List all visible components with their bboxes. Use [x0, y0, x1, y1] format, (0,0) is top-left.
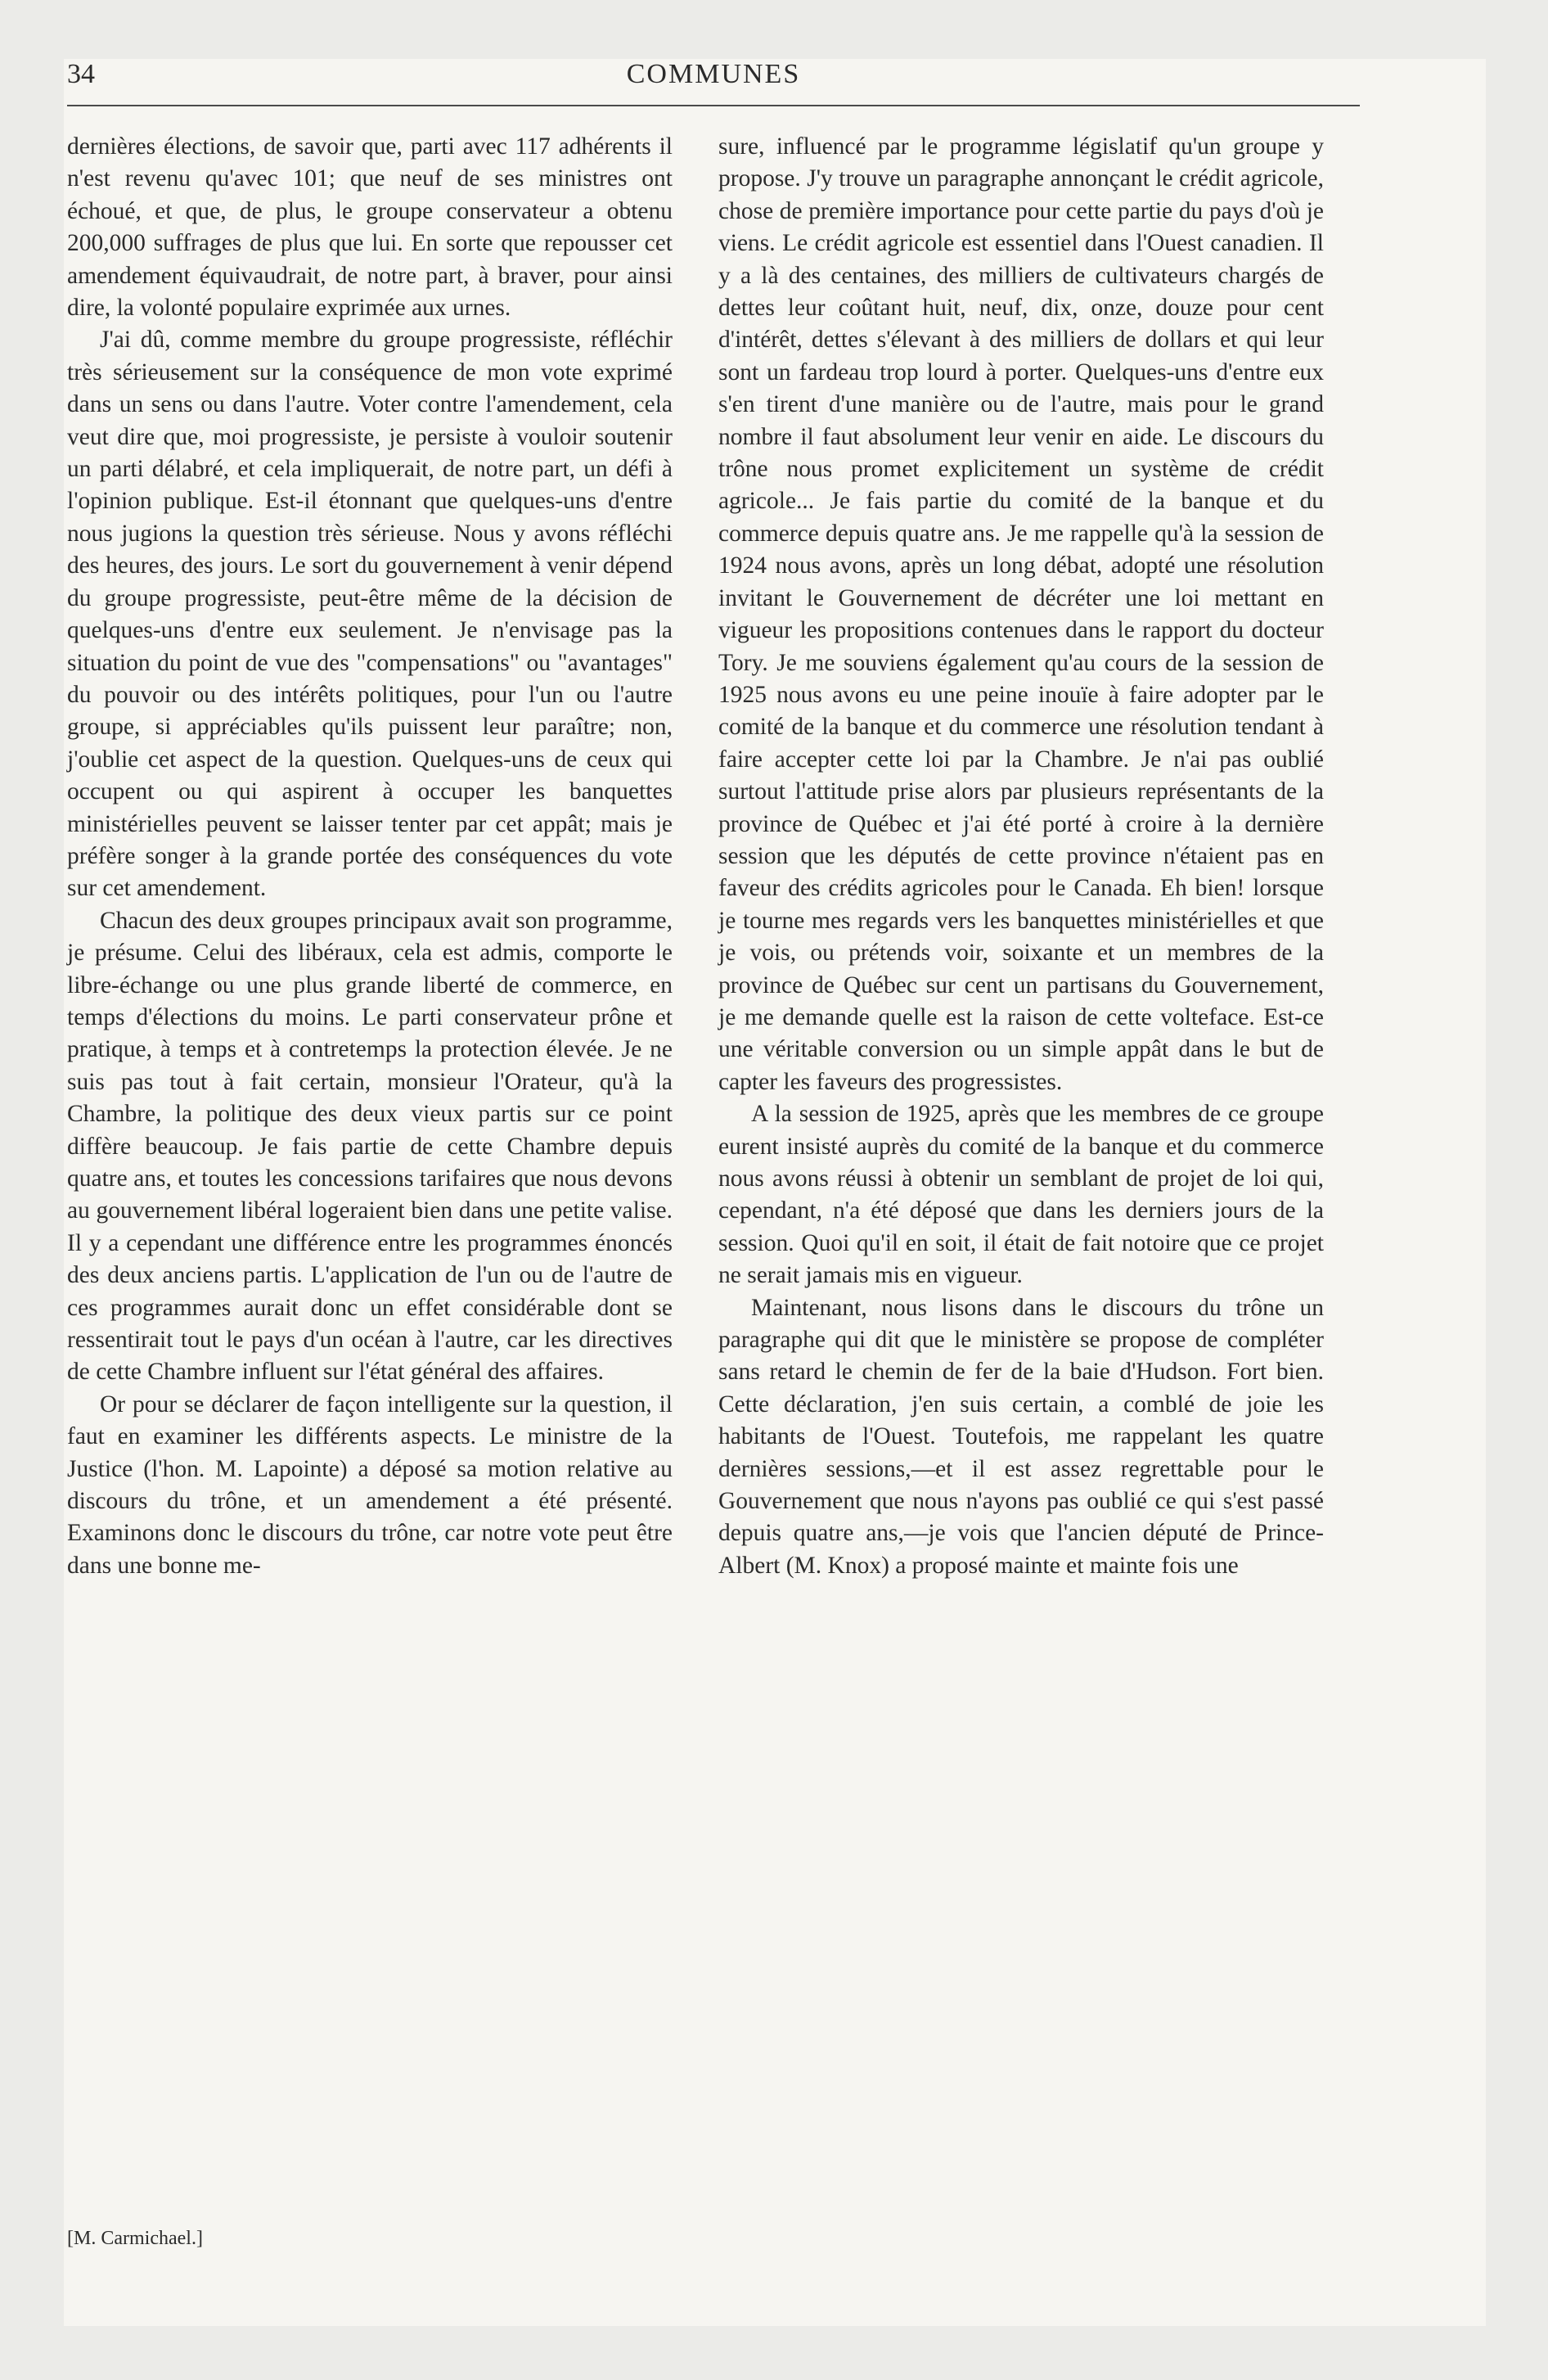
paragraph: dernières élections, de savoir que, parti avec 117 adhérents il n'est revenu qu'avec 101; que neuf de ses ministres ont échoué, et que, de plus, le groupe conservateur a obtenu 200,000 suffrages de plus que lui. En sorte que repousser cet amendement équivaudrait, de notre part, à braver, pour ainsi dire, la volonté populaire exprimée aux urnes. — [67, 133, 673, 322]
right-column — [718, 131, 1324, 1582]
page-header — [67, 59, 1360, 108]
paragraph: Or pour se déclarer de façon intelligente sur la question, il faut en examiner les différents aspects. Le ministre de la Justice (l'hon. M. Lapointe) a déposé sa motion relative au discours du trône, et un amendement a été présenté. Examinons donc le discours du trône, car notre vote peut être dans une bonne me- — [67, 1391, 673, 1579]
left-column — [67, 131, 673, 1582]
paragraph: sure, influencé par le programme législatif qu'un groupe y propose. J'y trouve un paragraphe annonçant le crédit agricole, chose de première importance pour cette partie du pays d'où je viens. Le crédit agricole est essentiel dans l'Ouest canadien. Il y a là des centaines, des milliers de cultivateurs chargés de dettes leur coûtant huit, neuf, dix, onze, douze pour cent d'intérêt, dettes s'élevant à des milliers de dollars et qui leur sont un fardeau trop lourd à porter. Quelques-uns d'entre eux s'en tirent d'une manière ou de l'autre, mais pour le grand nombre il faut absolument leur venir en aide. Le discours du trône nous promet explicitement un système de crédit agricole... Je fais partie du comité de la banque et du commerce depuis quatre ans. Je me rappelle qu'à la session de 1924 nous avons, après un long débat, adopté une résolution invitant le Gouvernement de décréter une loi mettant en vigueur les propositions contenues dans le rapport du docteur Tory. Je me souviens également qu'au cours de la session de 1925 nous avons eu une peine inouïe à faire adopter par le comité de la banque et du commerce une résolution tendant à faire accepter cette loi par la Chambre. Je n'ai pas oublié surtout l'attitude prise alors par plusieurs représentants de la province de Québec et j'ai été porté à croire à la dernière session que les députés de cette province n'étaient pas en faveur des crédits agricoles pour le Canada. Eh bien! lorsque je tourne mes regards vers les banquettes ministérielles et que je vois, ou prétends voir, soixante et un membres de la province de Québec sur cent un partisans du Gouvernement, je me demande quelle est la raison de cette volteface. Est-ce une véritable conversion ou un simple appât dans le but de capter les faveurs des progressistes. — [718, 133, 1324, 1095]
paragraph: J'ai dû, comme membre du groupe progressiste, réfléchir très sérieusement sur la conséquence de mon vote exprimé dans un sens ou dans l'autre. Voter contre l'amendement, cela veut dire que, moi progressiste, je persiste à vouloir soutenir un parti délabré, et cela impliquerait, de notre part, un défi à l'opinion publique. Est-il étonnant que quelques-uns d'entre nous jugions la question très sérieuse. Nous y avons réfléchi des heures, des jours. Le sort du gouvernement à venir dépend du groupe progressiste, peut-être même de la décision de quelques-uns d'entre eux seulement. Je n'envisage pas la situation du point de vue des "compensations" ou "avantages" du pouvoir ou des intérêts politiques, pour l'un ou l'autre groupe, si appréciables qu'ils puissent leur paraître; non, j'oublie cet aspect de la question. Quelques-uns de ceux qui occupent ou qui aspirent à occuper les banquettes ministérielles peuvent se laisser tenter par cet appât; mais je préfère songer à la grande portée des conséquences du vote sur cet amendement. — [67, 327, 673, 902]
paragraph: A la session de 1925, après que les membres de ce groupe eurent insisté auprès du comité de la banque et du commerce nous avons réussi à obtenir un semblant de projet de loi qui, cependant, n'a été déposé que dans les derniers jours de la session. Quoi qu'il en soit, il était de fait notoire que ce projet ne serait jamais mis en vigueur. — [718, 1101, 1324, 1289]
paragraph: Chacun des deux groupes principaux avait son programme, je présume. Celui des libéraux, cela est admis, comporte le libre-échange ou une plus grande liberté de commerce, en temps d'élections du moins. Le parti conservateur prône et pratique, à temps et à contretemps la protection élevée. Je ne suis pas tout à fait certain, monsieur l'Orateur, qu'à la Chambre, la politique des deux vieux partis sur ce point diffère beaucoup. Je fais partie de cette Chambre depuis quatre ans, et toutes les concessions tarifaires que nous devons au gouvernement libéral logeraient bien dans une petite valise. Il y a cependant une différence entre les programmes énoncés des deux anciens partis. L'application de l'un ou de l'autre de ces programmes aurait donc un effet considérable dont se ressentirait tout le pays d'un océan à l'autre, car les directives de cette Chambre influent sur l'état général des affaires. — [67, 907, 673, 1386]
speaker-note: [M. Carmichael.] — [67, 2228, 203, 2249]
paragraph: Maintenant, nous lisons dans le discours du trône un paragraphe qui dit que le ministère se propose de compléter sans retard le chemin de fer de la baie d'Hudson. Fort bien. Cette déclaration, j'en suis certain, a comblé de joie les habitants de l'Ouest. Toutefois, me rappelant les quatre dernières sessions,—et il est assez regrettable pour le Gouvernement que nous n'ayons pas oublié ce qui s'est passé depuis quatre ans,—je vois que l'ancien député de Prince-Albert (M. Knox) a proposé mainte et mainte fois une — [718, 1294, 1324, 1579]
running-title: COMMUNES — [626, 59, 801, 89]
header-rule — [67, 105, 1360, 106]
page-number: 34 — [67, 59, 95, 89]
